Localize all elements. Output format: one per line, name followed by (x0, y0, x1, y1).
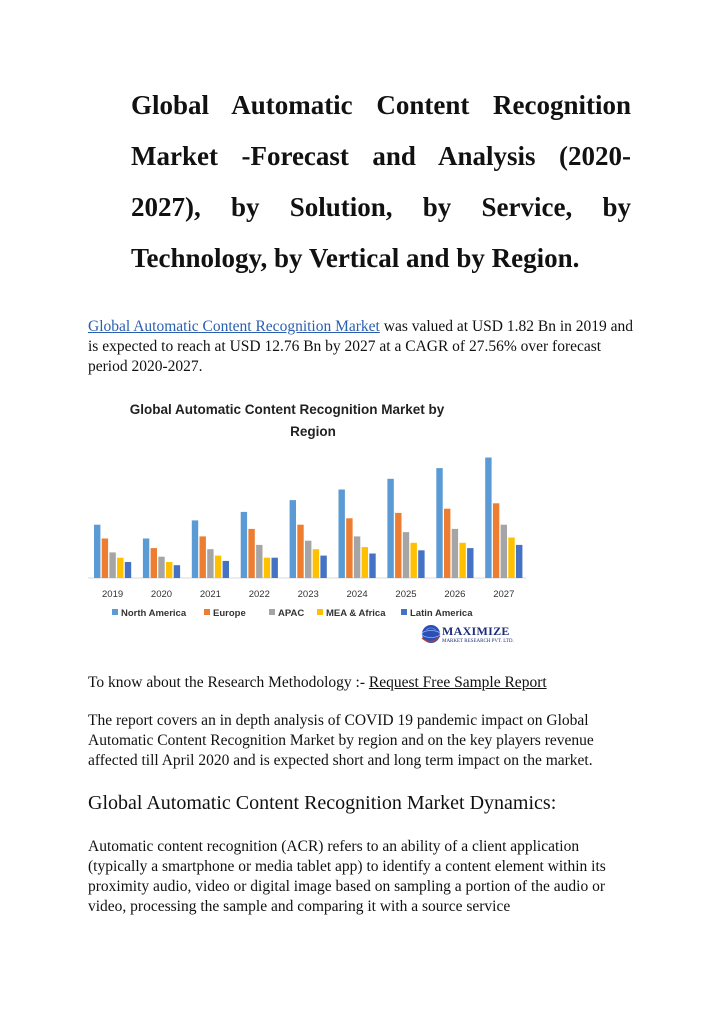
x-tick-2021: 2021 (199, 589, 221, 600)
bar-apac-2023 (305, 541, 311, 578)
bar-apac-2022 (256, 545, 262, 578)
bar-europe-2023 (297, 525, 303, 578)
sample-report-link[interactable]: Request Free Sample Report (368, 674, 547, 691)
chart-title-line-1: Global Automatic Content Recognition Market by (129, 402, 445, 417)
acr-paragraph: Automatic content recognition (ACR) refers to an ability of a client application (typically a smartphone or media tablet app) to identify a content element within its proximity audio, video or digital image based on sampling a portion of the audio or video, processing the sample and comparing it with a source service (88, 838, 606, 915)
bar-apac-2027 (501, 525, 507, 578)
legend-swatch-apac (269, 609, 275, 615)
intro-paragraph (88, 317, 638, 377)
bar-mea-africa-2026 (459, 543, 465, 578)
bar-apac-2020 (158, 557, 164, 578)
bar-north-america-2019 (94, 525, 100, 578)
bar-mea-africa-2019 (117, 558, 123, 578)
bar-europe-2025 (395, 513, 401, 578)
globe-icon (420, 622, 442, 648)
bar-latin-america-2024 (369, 554, 375, 579)
legend-swatch-europe (204, 609, 210, 615)
bar-latin-america-2020 (174, 565, 180, 578)
covid-paragraph: The report covers an in depth analysis of COVID 19 pandemic impact on Global Automatic Content Recognition Market by region and on the key players revenue affected till April 2020 and is expected short and long term impact on the market. (88, 712, 594, 769)
x-tick-2019: 2019 (102, 589, 124, 600)
chart-legend (112, 608, 473, 619)
bar-latin-america-2025 (418, 550, 424, 578)
bar-europe-2020 (151, 548, 157, 578)
bar-europe-2021 (200, 536, 206, 578)
bar-north-america-2024 (339, 490, 345, 579)
intro-text: was valued at USD 1.82 Bn in 2019 and is expected to reach at USD 12.76 Bn by 2027 at a CAGR of 27.56% over forecast period 2020-2027. (88, 318, 634, 375)
bar-north-america-2020 (143, 539, 149, 579)
x-tick-2023: 2023 (297, 589, 319, 600)
x-tick-2024: 2024 (346, 589, 368, 600)
logo-name: MAXIMIZE (442, 624, 510, 638)
bar-latin-america-2022 (272, 558, 278, 578)
x-tick-2026: 2026 (444, 589, 466, 600)
bar-latin-america-2019 (125, 562, 131, 578)
bar-mea-africa-2022 (264, 558, 270, 578)
bar-europe-2027 (493, 503, 499, 578)
dynamics-heading: Global Automatic Content Recognition Market Dynamics: (88, 792, 557, 814)
bar-latin-america-2023 (320, 556, 326, 578)
methodology-text: To know about the Research Methodology :- (88, 674, 369, 691)
logo-subtitle: MARKET RESEARCH PVT. LTD. (442, 639, 514, 644)
bar-europe-2026 (444, 509, 450, 578)
bar-apac-2019 (109, 552, 115, 578)
legend-swatch-north-america (112, 609, 118, 615)
bar-mea-africa-2021 (215, 556, 221, 578)
bar-apac-2026 (452, 529, 458, 578)
document-title: Global Automatic Content Recognition Market -Forecast and Analysis (2020-2027), by Solution, by Service, by Technology, by Vertical and by Region. (131, 90, 631, 273)
chart-svg (88, 392, 548, 632)
legend-label-latin-america: Latin America (410, 608, 473, 619)
legend-label-mea-africa: MEA & Africa (326, 608, 386, 619)
chart-title-line-2: Region (290, 424, 336, 439)
bar-north-america-2027 (485, 458, 491, 579)
methodology-line (88, 673, 640, 693)
bar-europe-2019 (102, 539, 108, 579)
bar-north-america-2023 (290, 500, 296, 578)
company-logo (420, 622, 560, 652)
bar-mea-africa-2020 (166, 562, 172, 578)
bar-latin-america-2027 (516, 545, 522, 578)
bar-mea-africa-2024 (362, 547, 368, 578)
bar-north-america-2025 (387, 479, 393, 578)
legend-swatch-mea-africa (317, 609, 323, 615)
bar-apac-2021 (207, 549, 213, 578)
bar-apac-2025 (403, 532, 409, 578)
x-tick-2022: 2022 (248, 589, 270, 600)
bar-europe-2024 (346, 518, 352, 578)
x-tick-2025: 2025 (395, 589, 417, 600)
market-link[interactable]: Global Automatic Content Recognition Market (88, 318, 380, 335)
bars-group (94, 458, 522, 579)
x-tick-2027: 2027 (493, 589, 515, 600)
bar-mea-africa-2023 (313, 549, 319, 578)
bar-latin-america-2026 (467, 548, 473, 578)
bar-apac-2024 (354, 536, 360, 578)
x-tick-2020: 2020 (150, 589, 173, 600)
bar-north-america-2022 (241, 512, 247, 578)
region-bar-chart (88, 392, 548, 654)
bar-mea-africa-2027 (508, 538, 514, 579)
bar-mea-africa-2025 (411, 543, 417, 578)
x-tick-labels (102, 589, 514, 600)
bar-north-america-2021 (192, 520, 198, 578)
legend-label-europe: Europe (213, 608, 246, 619)
legend-label-north-america: North America (121, 608, 187, 619)
bar-latin-america-2021 (223, 561, 229, 578)
bar-europe-2022 (248, 529, 254, 578)
legend-swatch-latin-america (401, 609, 407, 615)
bar-north-america-2026 (436, 468, 442, 578)
legend-label-apac: APAC (278, 608, 305, 619)
